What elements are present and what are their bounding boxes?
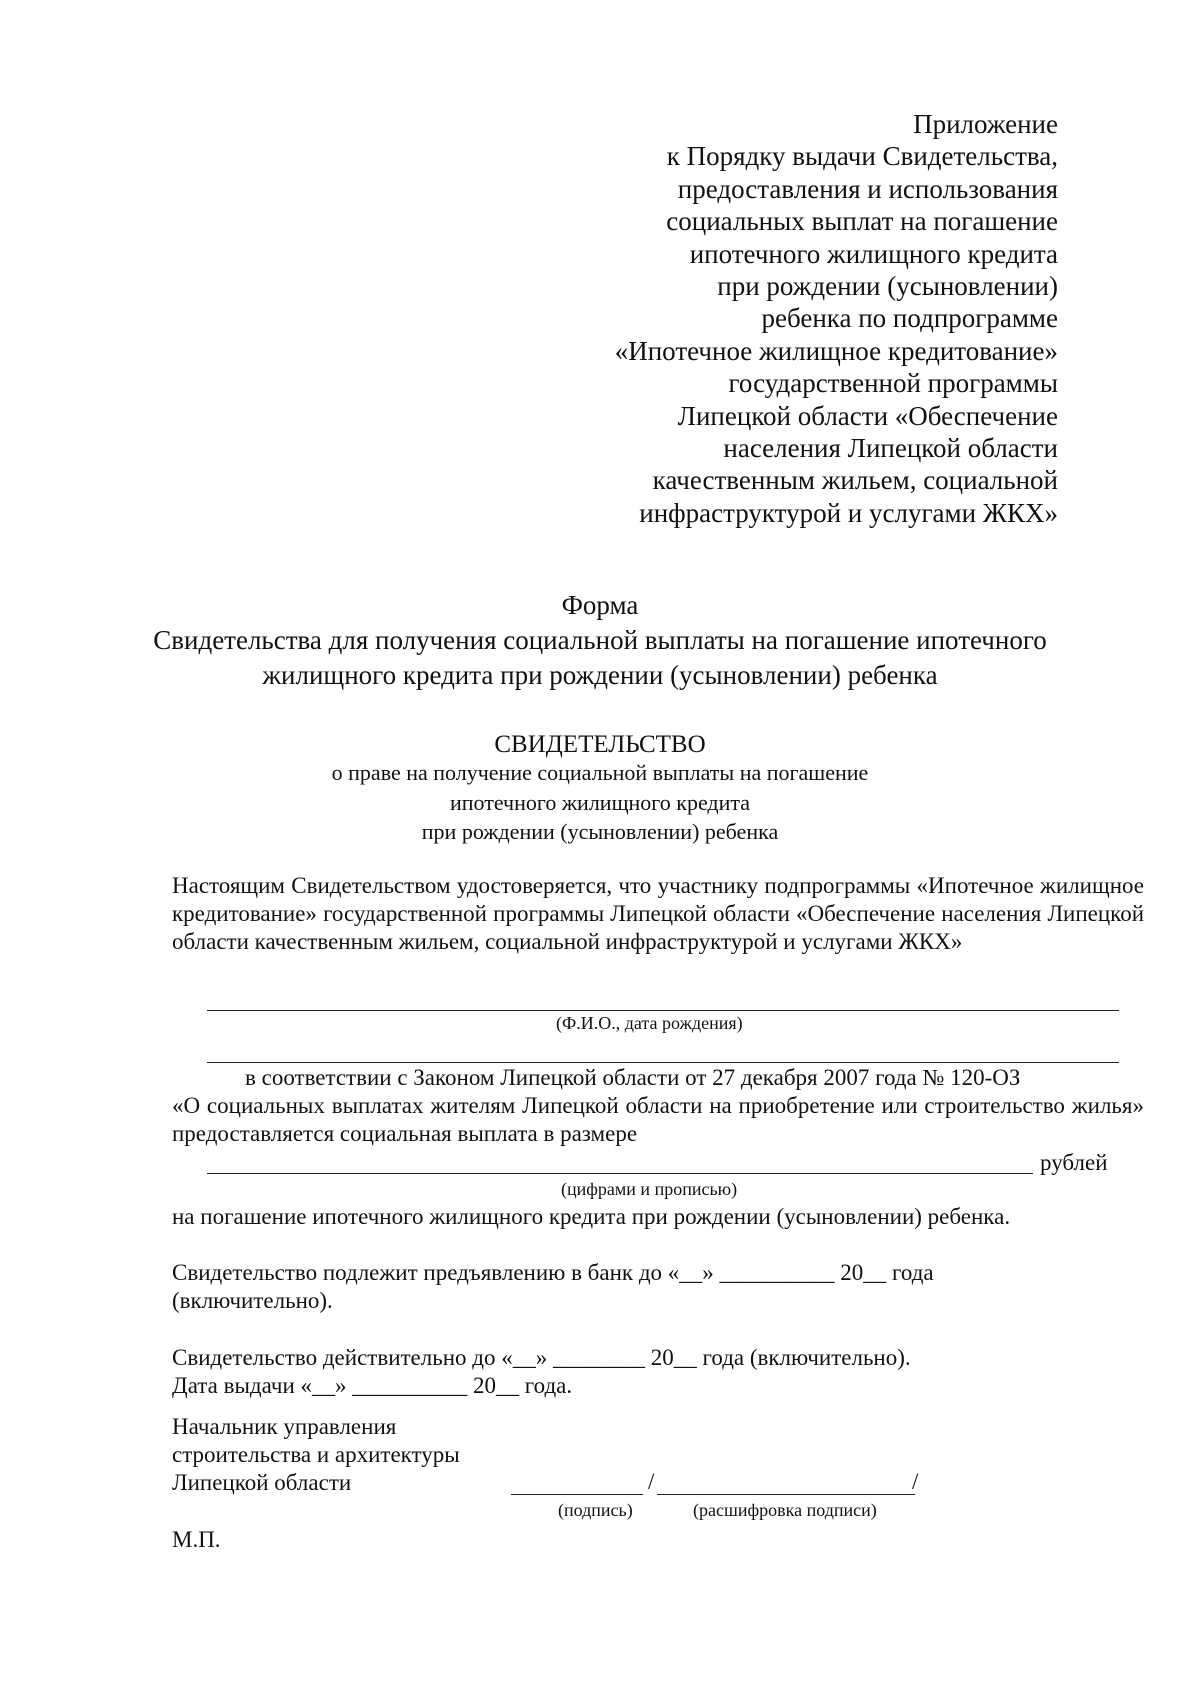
certificate-subtitle-line: о праве на получение социальной выплаты на погашение <box>331 760 869 785</box>
purpose-line: на погашение ипотечного жилищного кредита при рождении (усыновлении) ребенка. <box>172 1204 1011 1229</box>
amount-blank-line[interactable] <box>207 1173 1033 1174</box>
form-title-line: жилищного кредита при рождении (усыновлении) ребенка <box>262 660 938 690</box>
annex-line: социальных выплат на погашение <box>666 206 1058 237</box>
certificate-title: СВИДЕТЕЛЬСТВО <box>494 731 706 758</box>
fio-caption: (Ф.И.О., дата рождения) <box>556 1013 743 1033</box>
annex-line: ипотечного жилищного кредита <box>689 238 1058 269</box>
form-title-line: Свидетельства для получения социальной выплаты на погашение ипотечного <box>153 625 1047 655</box>
validity-line: Свидетельство действительно до «__» ________ 20__ года (включительно). <box>172 1345 911 1370</box>
certificate-subtitle-line: при рождении (усыновлении) ребенка <box>421 819 779 844</box>
annex-line: к Порядку выдачи Свидетельства, <box>666 141 1058 172</box>
annex-line: качественным жильем, социальной <box>652 465 1058 496</box>
bank-deadline-line-2: (включительно). <box>172 1288 333 1313</box>
signature-decode-caption: (расшифровка подписи) <box>693 1500 877 1520</box>
bank-deadline-line: Свидетельство подлежит предъявлению в банк до «__» __________ 20__ года <box>172 1260 934 1285</box>
annex-line: ребенка по подпрограмме <box>761 303 1058 334</box>
annex-line: Липецкой области «Обеспечение <box>677 400 1058 431</box>
signature-caption: (подпись) <box>558 1500 633 1520</box>
stamp-place-label: М.П. <box>172 1527 221 1552</box>
signature-blank-line[interactable] <box>511 1494 643 1495</box>
annex-line: «Ипотечное жилищное кредитование» <box>614 335 1058 366</box>
signatory-line: Липецкой области <box>172 1470 352 1495</box>
form-title <box>0 588 1200 693</box>
annex-line: государственной программы <box>728 368 1058 399</box>
amount-caption: (цифрами и прописью) <box>561 1179 738 1199</box>
fio-blank-line-2[interactable] <box>207 1062 1119 1063</box>
certificate-subtitle-line: ипотечного жилищного кредита <box>449 789 751 815</box>
fio-blank-line[interactable] <box>207 1010 1119 1011</box>
intro-paragraph: Настоящим Свидетельством удостоверяется, что участнику подпрограммы «Ипотечное жилищное кредитование» государственной программы Липецкой области «Обеспечение населения Липецкой области качественным жильем, социальной инфраструктурой и услугами ЖКХ» <box>172 873 1144 954</box>
signature-end-separator: / <box>912 1469 919 1494</box>
issue-date-line: Дата выдачи «__» __________ 20__ года. <box>172 1373 573 1398</box>
annex-line: предоставления и использования <box>677 173 1058 204</box>
annex-line: при рождении (усыновлении) <box>717 271 1058 302</box>
law-paragraph: «О социальных выплатах жителям Липецкой области на приобретение или строительство жилья» предоставляется социальная выплата в размере <box>172 1093 1144 1146</box>
law-line: в соответствии с Законом Липецкой области от 27 декабря 2007 года № 120-ОЗ <box>245 1065 1021 1090</box>
signature-separator: / <box>648 1469 655 1494</box>
signatory-line: строительства и архитектуры <box>172 1442 460 1467</box>
certificate-subtitle <box>0 758 1200 847</box>
annex-line: населения Липецкой области <box>723 433 1058 464</box>
signatory-line: Начальник управления <box>172 1414 397 1439</box>
annex-line: Приложение <box>913 109 1058 139</box>
signature-decode-blank-line[interactable] <box>657 1494 915 1495</box>
amount-suffix: рублей <box>1040 1150 1108 1175</box>
annex-header <box>498 108 1058 529</box>
form-word: Форма <box>561 590 639 620</box>
annex-line: инфраструктурой и услугами ЖКХ» <box>639 497 1058 528</box>
signatory-block <box>172 1413 460 1497</box>
